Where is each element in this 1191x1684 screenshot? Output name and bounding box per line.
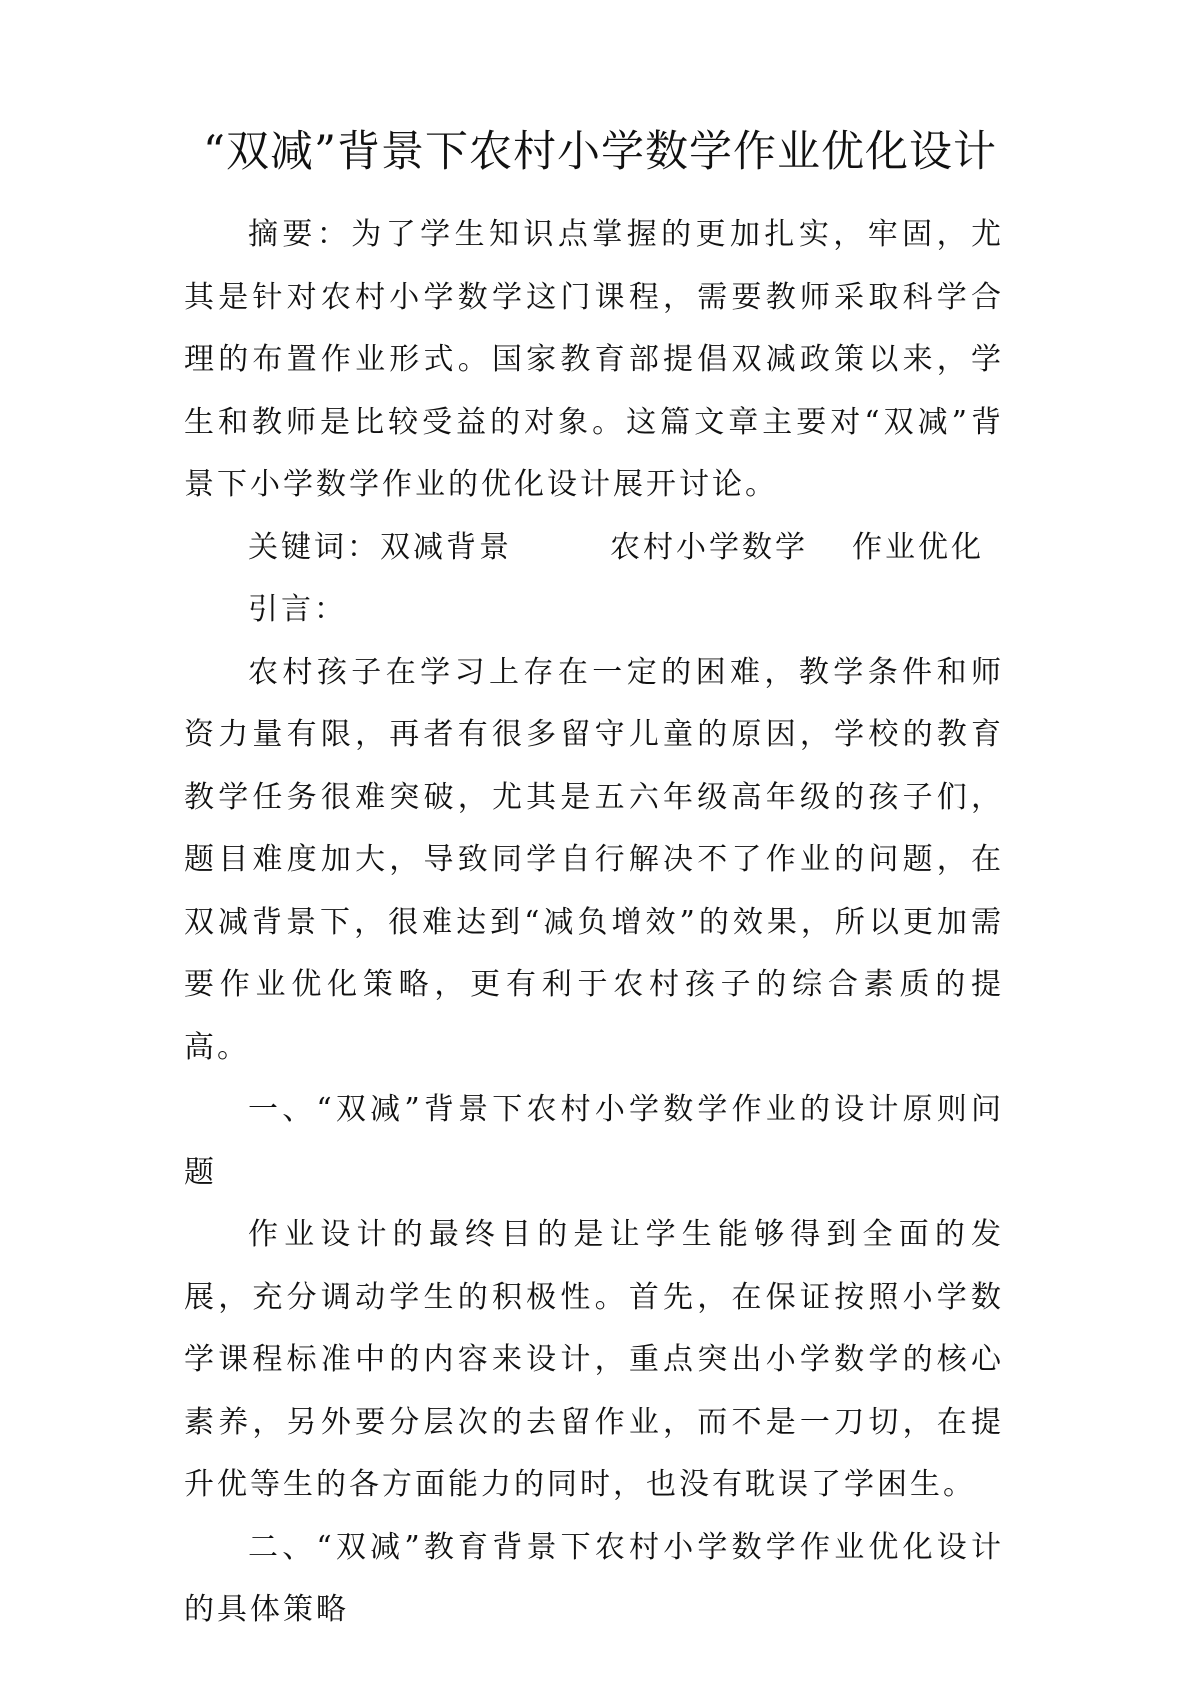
section-paragraph-1: 作业设计的最终目的是让学生能够得到全面的发展，充分调动学生的积极性。首先，在保证按照小学数学课程标准中的内容来设计，重点突出小学数学的核心素养，另外要分层次的去留作业，而不是一刀切，在提升优等生的各方面能力的同时，也没有耽误了学困生。 (184, 1217, 1004, 1502)
section-heading-2: 二、“双减”教育背景下农村小学数学作业优化设计的具体策略 (184, 1529, 1004, 1627)
keyword-item: 农村小学数学 (610, 529, 808, 565)
document-title: “双减”背景下农村小学数学作业优化设计 (203, 127, 997, 177)
intro-paragraph: 农村孩子在学习上存在一定的困难，教学条件和师资力量有限，再者有很多留守儿童的原因，学校的教育教学任务很难突破，尤其是五六年级高年级的孩子们，题目难度加大，导致同学自行解决不了作业的问题，在双减背景下，很难达到“减负增效”的效果，所以更加需要作业优化策略，更有利于农村孩子的综合素质的提高。 (184, 654, 1004, 1065)
document-body (184, 204, 1004, 1642)
section-heading-1: 一、“双减”背景下农村小学数学作业的设计原则问题 (184, 1092, 1004, 1190)
intro-heading: 引言： (248, 592, 347, 627)
keyword-item: 作业优化 (852, 529, 984, 565)
abstract-paragraph: 摘要：为了学生知识点掌握的更加扎实，牢固，尤其是针对农村小学数学这门课程，需要教师采取科学合理的布置作业形式。国家教育部提倡双减政策以来，学生和教师是比较受益的对象。这篇文章主要对“双减”背景下小学数学作业的优化设计展开讨论。 (184, 217, 1004, 502)
keyword-item: 双减背景 (380, 529, 512, 565)
keywords-label: 关键词： (248, 529, 380, 565)
keywords-row (184, 517, 1004, 580)
